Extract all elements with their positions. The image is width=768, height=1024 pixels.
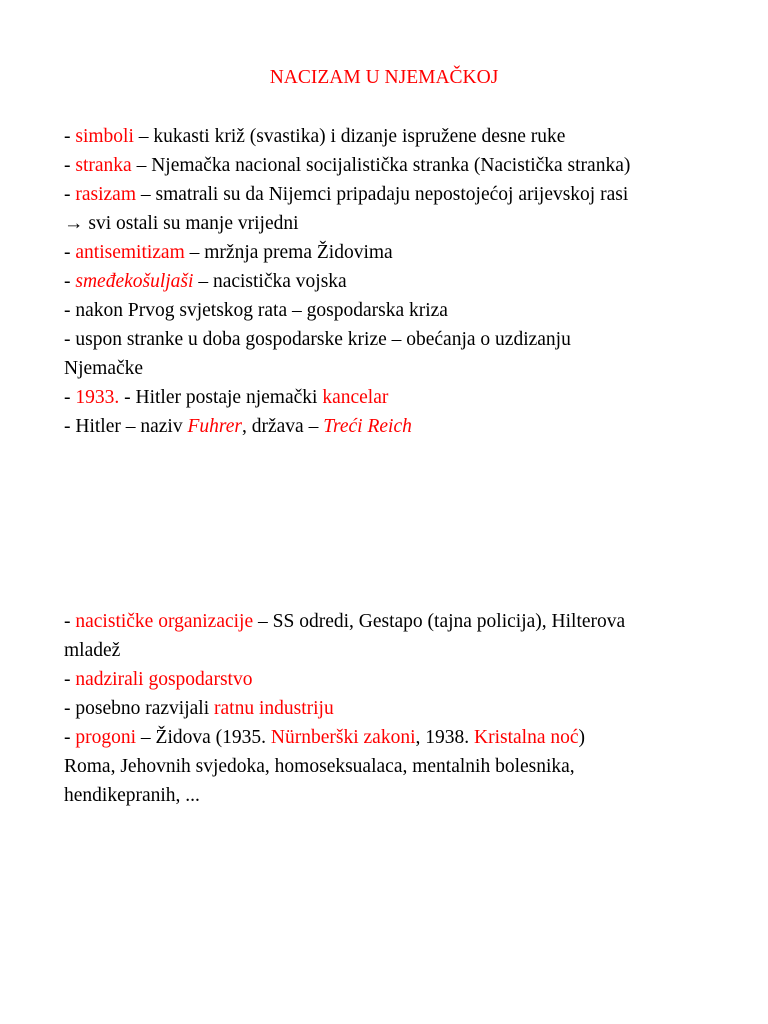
term-nuremberg-laws: Nürnberški zakoni (270, 727, 416, 748)
list-item-symbols (64, 122, 724, 151)
term-party: stranka (75, 155, 132, 176)
dash: - (64, 184, 76, 205)
list-item-rise: - uspon stranke u doba gospodarske krize – obećanja o uzdizanju (64, 329, 571, 350)
dash: - (64, 727, 76, 748)
list-item-hitler (64, 412, 724, 441)
term-war-industry: ratnu industriju (214, 698, 334, 719)
year-1933: 1933. (75, 387, 120, 408)
item-text: - Hitler – naziv (64, 416, 188, 437)
list-item-racism (64, 180, 724, 209)
term-economy: nadzirali gospodarstvo (75, 669, 253, 690)
list-item-crisis: - nakon Prvog svjetskog rata – gospodarska kriza (64, 300, 448, 321)
dash: - (64, 155, 76, 176)
item-text: – Njemačka nacional socijalistička stranka (Nacistička stranka) (131, 155, 631, 176)
dash: - (64, 126, 76, 147)
list-item-persecution-continuation: Roma, Jehovnih svjedoka, homoseksualaca, mentalnih bolesnika, (64, 756, 575, 777)
list-item-organizations (64, 607, 724, 636)
item-text: - posebno razvijali (64, 698, 214, 719)
item-text: – nacistička vojska (193, 271, 347, 292)
item-text: ) (578, 727, 586, 748)
list-item-party (64, 151, 724, 180)
list-item-antisemitism (64, 238, 724, 267)
term-brownshirts: smeđekošuljaši (75, 271, 194, 292)
term-racism: rasizam (75, 184, 137, 205)
term-organizations: nacističke organizacije (75, 611, 254, 632)
item-text: - Hitler postaje njemački (119, 387, 323, 408)
term-antisemitism: antisemitizam (75, 242, 185, 263)
list-item-persecution (64, 723, 724, 752)
term-third-reich: Treći Reich (323, 416, 412, 437)
term-chancellor: kancelar (322, 387, 389, 408)
list-item-organizations-continuation: mladež (64, 640, 121, 661)
dash: - (64, 611, 76, 632)
list-item-1933 (64, 383, 724, 412)
item-text: – Židova (1935. (136, 727, 271, 748)
item-text: – smatrali su da Nijemci pripadaju nepostojećoj arijevskoj rasi (136, 184, 629, 205)
term-kristallnacht: Kristalna noć (474, 727, 579, 748)
item-text: svi ostali su manje vrijedni (83, 213, 299, 234)
list-item-persecution-end: hendikepranih, ... (64, 785, 200, 806)
section-organizations (64, 607, 724, 810)
list-item-economy (64, 665, 724, 694)
term-fuhrer: Fuhrer (187, 416, 242, 437)
dash: - (64, 271, 76, 292)
item-text: , 1938. (415, 727, 474, 748)
item-text: – SS odredi, Gestapo (tajna policija), Hilterova (253, 611, 626, 632)
list-item-brownshirts (64, 267, 724, 296)
item-text: – kukasti križ (svastika) i dizanje ispružene desne ruke (133, 126, 566, 147)
list-item-industry (64, 694, 724, 723)
dash: - (64, 387, 76, 408)
list-item-continuation (64, 209, 724, 238)
list-item-rise-continuation: Njemačke (64, 358, 144, 379)
item-text: , država – (242, 416, 324, 437)
term-persecution: progoni (75, 727, 137, 748)
section-basics (64, 122, 724, 441)
dash: - (64, 242, 76, 263)
arrow-icon: → (64, 213, 84, 234)
page-title: NACIZAM U NJEMAČKOJ (269, 67, 499, 88)
term-symbols: simboli (75, 126, 134, 147)
dash: - (64, 669, 76, 690)
item-text: – mržnja prema Židovima (184, 242, 393, 263)
